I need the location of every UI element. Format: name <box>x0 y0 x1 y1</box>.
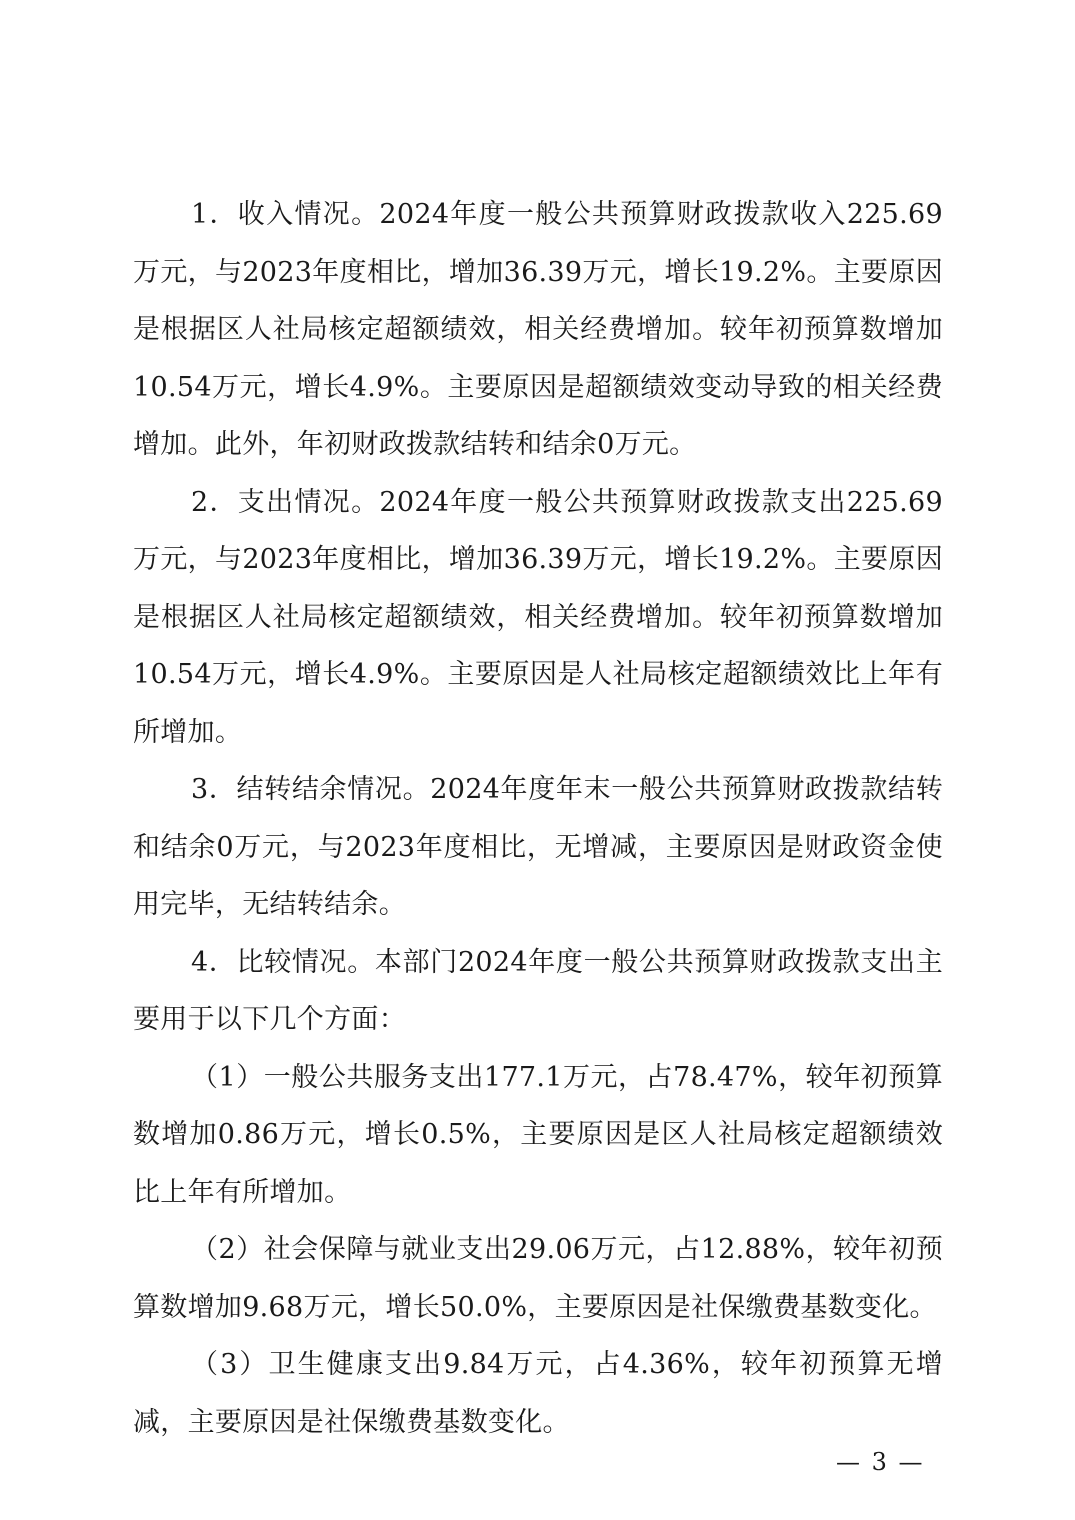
paragraph-carryover: 3．结转结余情况。2024年度年末一般公共预算财政拨款结转和结余0万元，与2023年度相比，无增减，主要原因是财政资金使用完毕，无结转结余。 <box>133 774 943 920</box>
paragraph-expenditure: 2．支出情况。2024年度一般公共预算财政拨款支出225.69万元，与2023年度相比，增加36.39万元，增长19.2%。主要原因是根据区人社局核定超额绩效，相关经费增加。较年初预算数增加10.54万元，增长4.9%。主要原因是人社局核定超额绩效比上年有所增加。 <box>133 486 943 748</box>
paragraph-comparison: 4．比较情况。本部门2024年度一般公共预算财政拨款支出主要用于以下几个方面： <box>133 946 943 1035</box>
paragraph-public-services: （1）一般公共服务支出177.1万元，占78.47%，较年初预算数增加0.86万元，增长0.5%，主要原因是区人社局核定超额绩效比上年有所增加。 <box>133 1061 943 1208</box>
document-body <box>133 186 943 1451</box>
page-number: — 3 — <box>836 1448 925 1476</box>
paragraph-social-security: （2）社会保障与就业支出29.06万元，占12.88%，较年初预算数增加9.68万元，增长50.0%，主要原因是社保缴费基数变化。 <box>133 1234 943 1323</box>
paragraph-health: （3）卫生健康支出9.84万元，占4.36%，较年初预算无增减，主要原因是社保缴费基数变化。 <box>133 1349 943 1438</box>
paragraph-income: 1．收入情况。2024年度一般公共预算财政拨款收入225.69万元，与2023年度相比，增加36.39万元，增长19.2%。主要原因是根据区人社局核定超额绩效，相关经费增加。较年初预算数增加10.54万元，增长4.9%。主要原因是超额绩效变动导致的相关经费增加。此外，年初财政拨款结转和结余0万元。 <box>133 199 943 460</box>
